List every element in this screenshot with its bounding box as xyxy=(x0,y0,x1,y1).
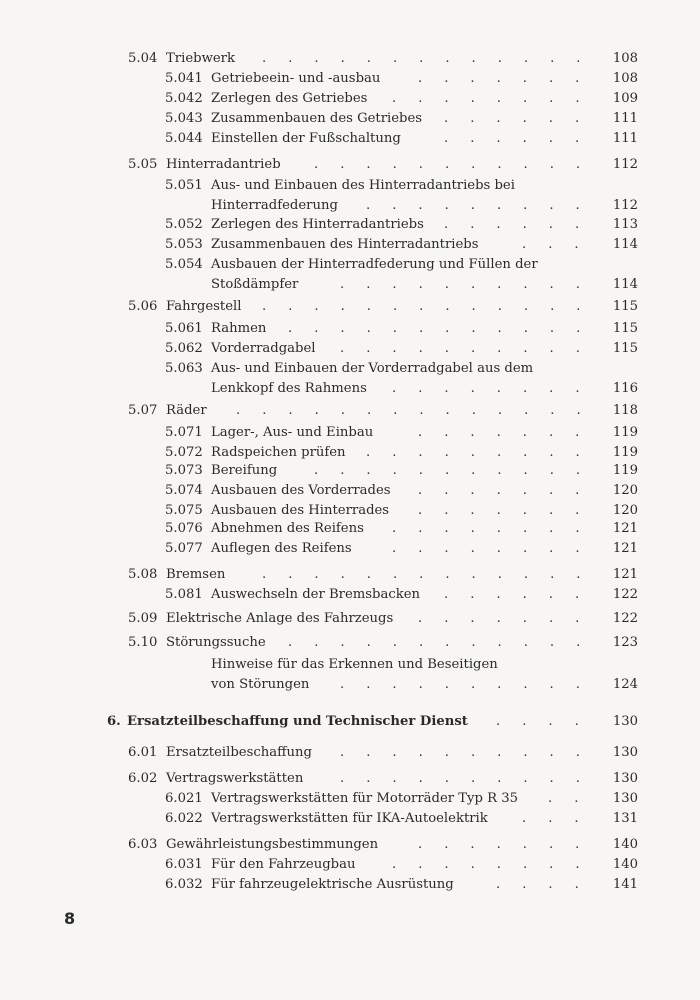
toc-entry-number: 5.044 xyxy=(165,131,203,146)
toc-entry-number: 5.077 xyxy=(165,541,203,556)
toc-entry xyxy=(0,320,700,340)
toc-entry-page: 130 xyxy=(612,714,638,729)
toc-entry-number: 6.03 xyxy=(128,837,158,852)
toc-entry-number: 5.073 xyxy=(165,463,203,478)
toc-entry-title: Vertragswerkstätten für Motorräder Typ R 35 xyxy=(211,791,519,806)
leader-dots: ........ xyxy=(392,91,602,106)
leader-dots: ............. xyxy=(262,299,603,314)
toc-entry xyxy=(0,836,700,856)
toc-entry xyxy=(0,856,700,876)
toc-entry-page: 108 xyxy=(612,71,638,86)
leader-dots: .......... xyxy=(340,277,602,292)
toc-entry xyxy=(0,340,700,360)
toc-entry xyxy=(0,402,700,422)
toc-entry-page: 122 xyxy=(612,587,638,602)
toc-entry xyxy=(0,586,700,606)
toc-entry-number: 6.02 xyxy=(128,771,158,786)
toc-entry-number: 5.043 xyxy=(165,111,203,126)
toc-entry xyxy=(0,810,700,830)
toc-entry-page: 112 xyxy=(612,198,638,213)
leader-dots: ...... xyxy=(444,111,602,126)
toc-entry-title: Gewährleistungsbestimmungen xyxy=(166,837,379,852)
leader-dots: ............ xyxy=(288,635,603,650)
toc-entry-page: 131 xyxy=(612,811,638,826)
leader-dots: .. xyxy=(548,791,601,806)
toc-entry-number: 5.052 xyxy=(165,217,203,232)
toc-entry-page: 115 xyxy=(612,321,638,336)
toc-entry-title: Fahrgestell xyxy=(166,299,242,314)
toc-entry-title-continuation: Lenkkopf des Rahmens xyxy=(211,381,367,396)
toc-entry-title: Räder xyxy=(166,403,207,418)
toc-entry-number: 5.061 xyxy=(165,321,203,336)
leader-dots: ... xyxy=(522,811,601,826)
leader-dots: ......... xyxy=(366,445,602,460)
leader-dots: ........ xyxy=(392,541,602,556)
toc-entry-number: 6. xyxy=(107,714,121,729)
toc-entry-page: 119 xyxy=(612,463,638,478)
toc-entry-number: 5.07 xyxy=(128,403,158,418)
toc-entry xyxy=(0,177,700,217)
leader-dots: .......... xyxy=(340,677,602,692)
toc-entry-number: 5.06 xyxy=(128,299,158,314)
leader-dots: ........... xyxy=(314,463,603,478)
toc-entry-number: 5.041 xyxy=(165,71,203,86)
toc-entry-page: 140 xyxy=(612,837,638,852)
toc-entry-title: Lager-, Aus- und Einbau xyxy=(211,425,374,440)
toc-entry-title: Einstellen der Fußschaltung xyxy=(211,131,401,146)
toc-entry-title-continuation: von Störungen xyxy=(211,677,310,692)
leader-dots: ........ xyxy=(392,381,602,396)
toc-entry-title-continuation: Hinterradfederung xyxy=(211,198,338,213)
toc-entry-page: 130 xyxy=(612,745,638,760)
toc-entry-number: 5.054 xyxy=(165,257,203,272)
toc-entry-number: 5.074 xyxy=(165,483,203,498)
leader-dots: ....... xyxy=(418,71,602,86)
toc-entry-title: Zerlegen des Getriebes xyxy=(211,91,368,106)
toc-entry-page: 115 xyxy=(612,341,638,356)
leader-dots: ....... xyxy=(418,483,602,498)
toc-entry-number: 6.022 xyxy=(165,811,203,826)
toc-entry xyxy=(0,424,700,444)
toc-entry-number: 5.071 xyxy=(165,425,203,440)
toc-entry xyxy=(0,502,700,522)
toc-entry-title: Ersatzteilbeschaffung xyxy=(166,745,312,760)
toc-entry-number: 5.04 xyxy=(128,51,158,66)
leader-dots: ........... xyxy=(314,157,603,172)
toc-entry xyxy=(0,540,700,560)
toc-entry-page: 121 xyxy=(612,541,638,556)
leader-dots: ...... xyxy=(444,217,602,232)
toc-entry xyxy=(0,70,700,90)
toc-entry-page: 109 xyxy=(612,91,638,106)
toc-entry xyxy=(0,610,700,630)
leader-dots: .......... xyxy=(340,745,602,760)
toc-entry-page: 124 xyxy=(612,677,638,692)
leader-dots: .............. xyxy=(236,403,603,418)
leader-dots: ... xyxy=(522,237,601,252)
toc-entry-number: 5.063 xyxy=(165,361,203,376)
toc-entry-page: 130 xyxy=(612,791,638,806)
toc-entry xyxy=(0,566,700,586)
toc-entry-title: Für fahrzeugelektrische Ausrüstung xyxy=(211,877,454,892)
toc-entry-number: 6.031 xyxy=(165,857,203,872)
toc-entry-title: Auflegen des Reifens xyxy=(211,541,352,556)
leader-dots: ....... xyxy=(418,611,602,626)
toc-entry-title: Störungssuche xyxy=(166,635,266,650)
toc-entry-title: Triebwerk xyxy=(166,51,235,66)
toc-entry xyxy=(0,744,700,764)
toc-entry-page: 130 xyxy=(612,771,638,786)
leader-dots: ............. xyxy=(262,567,603,582)
toc-entry xyxy=(0,256,700,296)
toc-entry-title: Hinterradantrieb xyxy=(166,157,281,172)
toc-entry-page: 111 xyxy=(612,131,638,146)
toc-entry-number: 5.042 xyxy=(165,91,203,106)
toc-entry-page: 118 xyxy=(612,403,638,418)
leader-dots: ....... xyxy=(418,503,602,518)
toc-entry-page: 112 xyxy=(612,157,638,172)
toc-entry-page: 119 xyxy=(612,425,638,440)
toc-entry xyxy=(0,216,700,236)
toc-entry-title: Zusammenbauen des Hinterradantriebs xyxy=(211,237,479,252)
toc-entry xyxy=(0,634,700,654)
leader-dots: .......... xyxy=(340,771,602,786)
toc-entry xyxy=(0,876,700,896)
toc-entry-number: 5.062 xyxy=(165,341,203,356)
toc-entry-number: 5.076 xyxy=(165,521,203,536)
toc-entry-page: 116 xyxy=(612,381,638,396)
toc-entry-page: 108 xyxy=(612,51,638,66)
toc-entry xyxy=(0,462,700,482)
toc-entry-page: 113 xyxy=(612,217,638,232)
toc-entry-page: 119 xyxy=(612,445,638,460)
toc-entry-number: 5.05 xyxy=(128,157,158,172)
toc-entry-title: Ausbauen des Vorderrades xyxy=(211,483,391,498)
toc-entry-title: Vorderradgabel xyxy=(211,341,316,356)
toc-entry-number: 6.01 xyxy=(128,745,158,760)
toc-entry-number: 5.09 xyxy=(128,611,158,626)
toc-entry-number: 5.053 xyxy=(165,237,203,252)
toc-entry-title: Zerlegen des Hinterradantriebs xyxy=(211,217,424,232)
toc-entry xyxy=(0,90,700,110)
toc-entry-page: 122 xyxy=(612,611,638,626)
toc-entry-title: Vertragswerkstätten für IKA-Autoelektrik xyxy=(211,811,488,826)
leader-dots: ...... xyxy=(444,131,602,146)
toc-entry xyxy=(0,360,700,400)
toc-entry-number: 6.021 xyxy=(165,791,203,806)
toc-entry-page: 114 xyxy=(612,237,638,252)
toc-entry-title: Bremsen xyxy=(166,567,226,582)
toc-entry-title: Elektrische Anlage des Fahrzeugs xyxy=(166,611,394,626)
toc-entry xyxy=(0,770,700,790)
leader-dots: ....... xyxy=(418,837,602,852)
toc-entry-title: Zusammenbauen des Getriebes xyxy=(211,111,423,126)
toc-entry-title: Aus- und Einbauen des Hinterradantriebs bei xyxy=(211,178,515,193)
page-number: 8 xyxy=(64,909,76,928)
toc-entry-title: Radspeichen prüfen xyxy=(211,445,346,460)
toc-entry-number: 5.072 xyxy=(165,445,203,460)
toc-entry xyxy=(0,713,700,733)
toc-entry-title-continuation: Stoßdämpfer xyxy=(211,277,299,292)
toc-entry-number: 5.081 xyxy=(165,587,203,602)
toc-entry xyxy=(0,110,700,130)
leader-dots: ...... xyxy=(444,587,602,602)
toc-entry-number: 5.075 xyxy=(165,503,203,518)
toc-entry-number: 5.051 xyxy=(165,178,203,193)
toc-entry-page: 120 xyxy=(612,503,638,518)
toc-entry xyxy=(0,236,700,256)
toc-entry xyxy=(0,444,700,464)
toc-entry-number: 5.08 xyxy=(128,567,158,582)
toc-entry-title: Rahmen xyxy=(211,321,267,336)
toc-entry-page: 114 xyxy=(612,277,638,292)
toc-entry-number: 5.10 xyxy=(128,635,158,650)
toc-entry-title: Für den Fahrzeugbau xyxy=(211,857,356,872)
toc-entry xyxy=(0,130,700,150)
leader-dots: ....... xyxy=(418,425,602,440)
toc-entry-title: Ausbauen des Hinterrades xyxy=(211,503,390,518)
toc-entry-page: 140 xyxy=(612,857,638,872)
toc-entry-page: 123 xyxy=(612,635,638,650)
toc-entry xyxy=(0,790,700,810)
leader-dots: ........ xyxy=(392,521,602,536)
toc-entry-title: Getriebeein- und -ausbau xyxy=(211,71,381,86)
toc-entry-page: 141 xyxy=(612,877,638,892)
toc-entry-title: Bereifung xyxy=(211,463,278,478)
toc-entry-page: 115 xyxy=(612,299,638,314)
toc-entry-title: Auswechseln der Bremsbacken xyxy=(211,587,421,602)
leader-dots: ............. xyxy=(262,51,603,66)
toc-entry-number: 6.032 xyxy=(165,877,203,892)
toc-entry-title: Hinweise für das Erkennen und Beseitigen xyxy=(211,657,498,672)
toc-entry-title: Aus- und Einbauen der Vorderradgabel aus dem xyxy=(211,361,534,376)
toc-entry xyxy=(0,50,700,70)
toc-entry-title: Vertragswerkstätten xyxy=(166,771,304,786)
toc-entry-title: Ersatzteilbeschaffung und Technischer Dienst xyxy=(127,714,468,729)
toc-entry-page: 121 xyxy=(612,567,638,582)
toc-entry-page: 111 xyxy=(612,111,638,126)
leader-dots: ............ xyxy=(288,321,603,336)
leader-dots: .... xyxy=(496,714,601,729)
leader-dots: .... xyxy=(496,877,601,892)
toc-entry-title: Ausbauen der Hinterradfederung und Füllen der xyxy=(211,257,538,272)
leader-dots: .......... xyxy=(340,341,602,356)
toc-entry xyxy=(0,482,700,502)
toc-entry-page: 121 xyxy=(612,521,638,536)
leader-dots: ......... xyxy=(366,198,602,213)
toc-entry xyxy=(0,298,700,318)
toc-entry xyxy=(0,656,700,696)
toc-entry-page: 120 xyxy=(612,483,638,498)
toc-entry xyxy=(0,520,700,540)
toc-entry-title: Abnehmen des Reifens xyxy=(211,521,364,536)
toc-entry xyxy=(0,156,700,176)
leader-dots: ........ xyxy=(392,857,602,872)
